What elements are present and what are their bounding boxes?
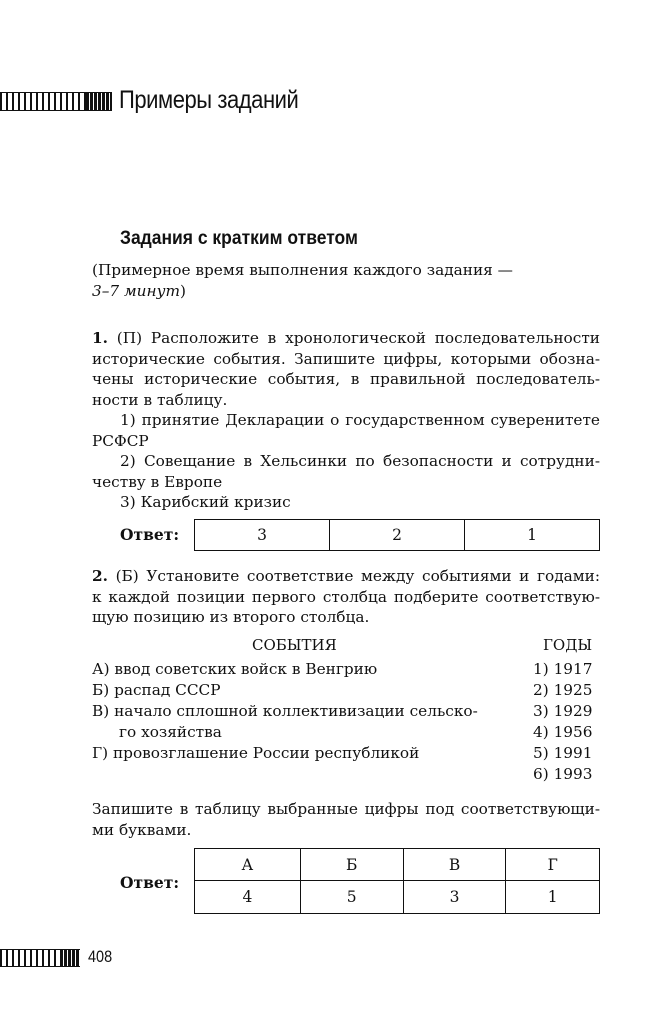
task2-instruction-line-0: Запишите в таблицу выбранные цифры под соответствующи- bbox=[92, 800, 600, 818]
task1-item-1-b: РСФСР bbox=[92, 431, 149, 450]
task2-text bbox=[92, 566, 600, 628]
section-note bbox=[92, 260, 600, 301]
task2-answer-a: 4 bbox=[195, 881, 301, 914]
task1-line-2: чены исторические события, в правильной последователь- bbox=[92, 370, 600, 388]
task1-line-0: (П) Расположите в хронологической последовательности bbox=[116, 329, 600, 347]
event-a: А) ввод советских войск в Венгрию bbox=[92, 660, 378, 678]
note-time: 3–7 минут bbox=[92, 281, 180, 300]
year-2: 2) 1925 bbox=[533, 681, 593, 699]
task2-instruction-line-1: ми буквами. bbox=[92, 820, 192, 839]
event-g: Г) провозглашение России республикой bbox=[92, 744, 420, 762]
table-row bbox=[195, 849, 600, 881]
task1-text bbox=[92, 328, 600, 513]
task2-instruction bbox=[92, 799, 600, 840]
task1-line-1: исторические события. Запишите цифры, которыми обозна- bbox=[92, 349, 600, 368]
task1-answer-table bbox=[194, 519, 600, 551]
task2-line-2: щую позицию из второго столбца. bbox=[92, 608, 370, 626]
task1-line-3: ности в таблицу. bbox=[92, 390, 228, 409]
event-v: В) начало сплошной коллективизации сельско- bbox=[92, 702, 478, 720]
year-3: 3) 1929 bbox=[533, 702, 593, 720]
task1-answer-cell-2: 2 bbox=[330, 520, 465, 551]
table-row bbox=[195, 881, 600, 914]
task2-letter-b: Б bbox=[300, 849, 403, 881]
task1-item-2-a: 2) Совещание в Хельсинки по безопасности и сотрудни- bbox=[120, 452, 600, 470]
task2-answer-label: Ответ: bbox=[120, 873, 180, 892]
note-line1: (Примерное время выполнения каждого задания — bbox=[92, 261, 513, 279]
header-barcode-decoration bbox=[0, 92, 112, 111]
page-header bbox=[0, 86, 660, 116]
task1-answer-cell-3: 1 bbox=[465, 520, 600, 551]
task1-item-3: 3) Карибский кризис bbox=[120, 493, 291, 511]
task2-letter-v: В bbox=[403, 849, 506, 881]
task1-answer-label: Ответ: bbox=[120, 525, 180, 544]
note-close: ) bbox=[179, 281, 186, 300]
task1-item-2-b: честву в Европе bbox=[92, 472, 223, 491]
task2-letter-g: Г bbox=[506, 849, 600, 881]
task2-answer-v: 3 bbox=[403, 881, 506, 914]
task1-number: 1. bbox=[92, 329, 108, 347]
task2-number: 2. bbox=[92, 567, 108, 585]
year-6: 6) 1993 bbox=[533, 765, 593, 783]
task2-answer-g: 1 bbox=[506, 881, 600, 914]
event-v-cont: го хозяйства bbox=[119, 723, 222, 741]
years-column-header: ГОДЫ bbox=[543, 636, 593, 654]
task2-answer-b: 5 bbox=[300, 881, 403, 914]
year-4: 4) 1956 bbox=[533, 723, 593, 741]
header-title: Примеры заданий bbox=[119, 86, 299, 114]
year-5: 5) 1991 bbox=[533, 744, 593, 762]
task2-answer-table bbox=[194, 848, 600, 914]
task1-answer-cell-1: 3 bbox=[195, 520, 330, 551]
section-title: Задания с кратким ответом bbox=[120, 228, 358, 249]
table-row bbox=[195, 520, 600, 551]
page-number: 408 bbox=[88, 947, 113, 966]
footer-barcode-decoration bbox=[0, 949, 80, 967]
task2-line-1: к каждой позиции первого столбца подберите соответствую- bbox=[92, 587, 600, 606]
event-b: Б) распад СССР bbox=[92, 681, 221, 699]
events-column-header: СОБЫТИЯ bbox=[252, 636, 337, 654]
task2-letter-a: А bbox=[195, 849, 301, 881]
task1-item-1-a: 1) принятие Декларации о государственном суверенитете bbox=[120, 411, 600, 429]
year-1: 1) 1917 bbox=[533, 660, 593, 678]
task2-line-0: (Б) Установите соответствие между событиями и годами: bbox=[115, 567, 600, 585]
